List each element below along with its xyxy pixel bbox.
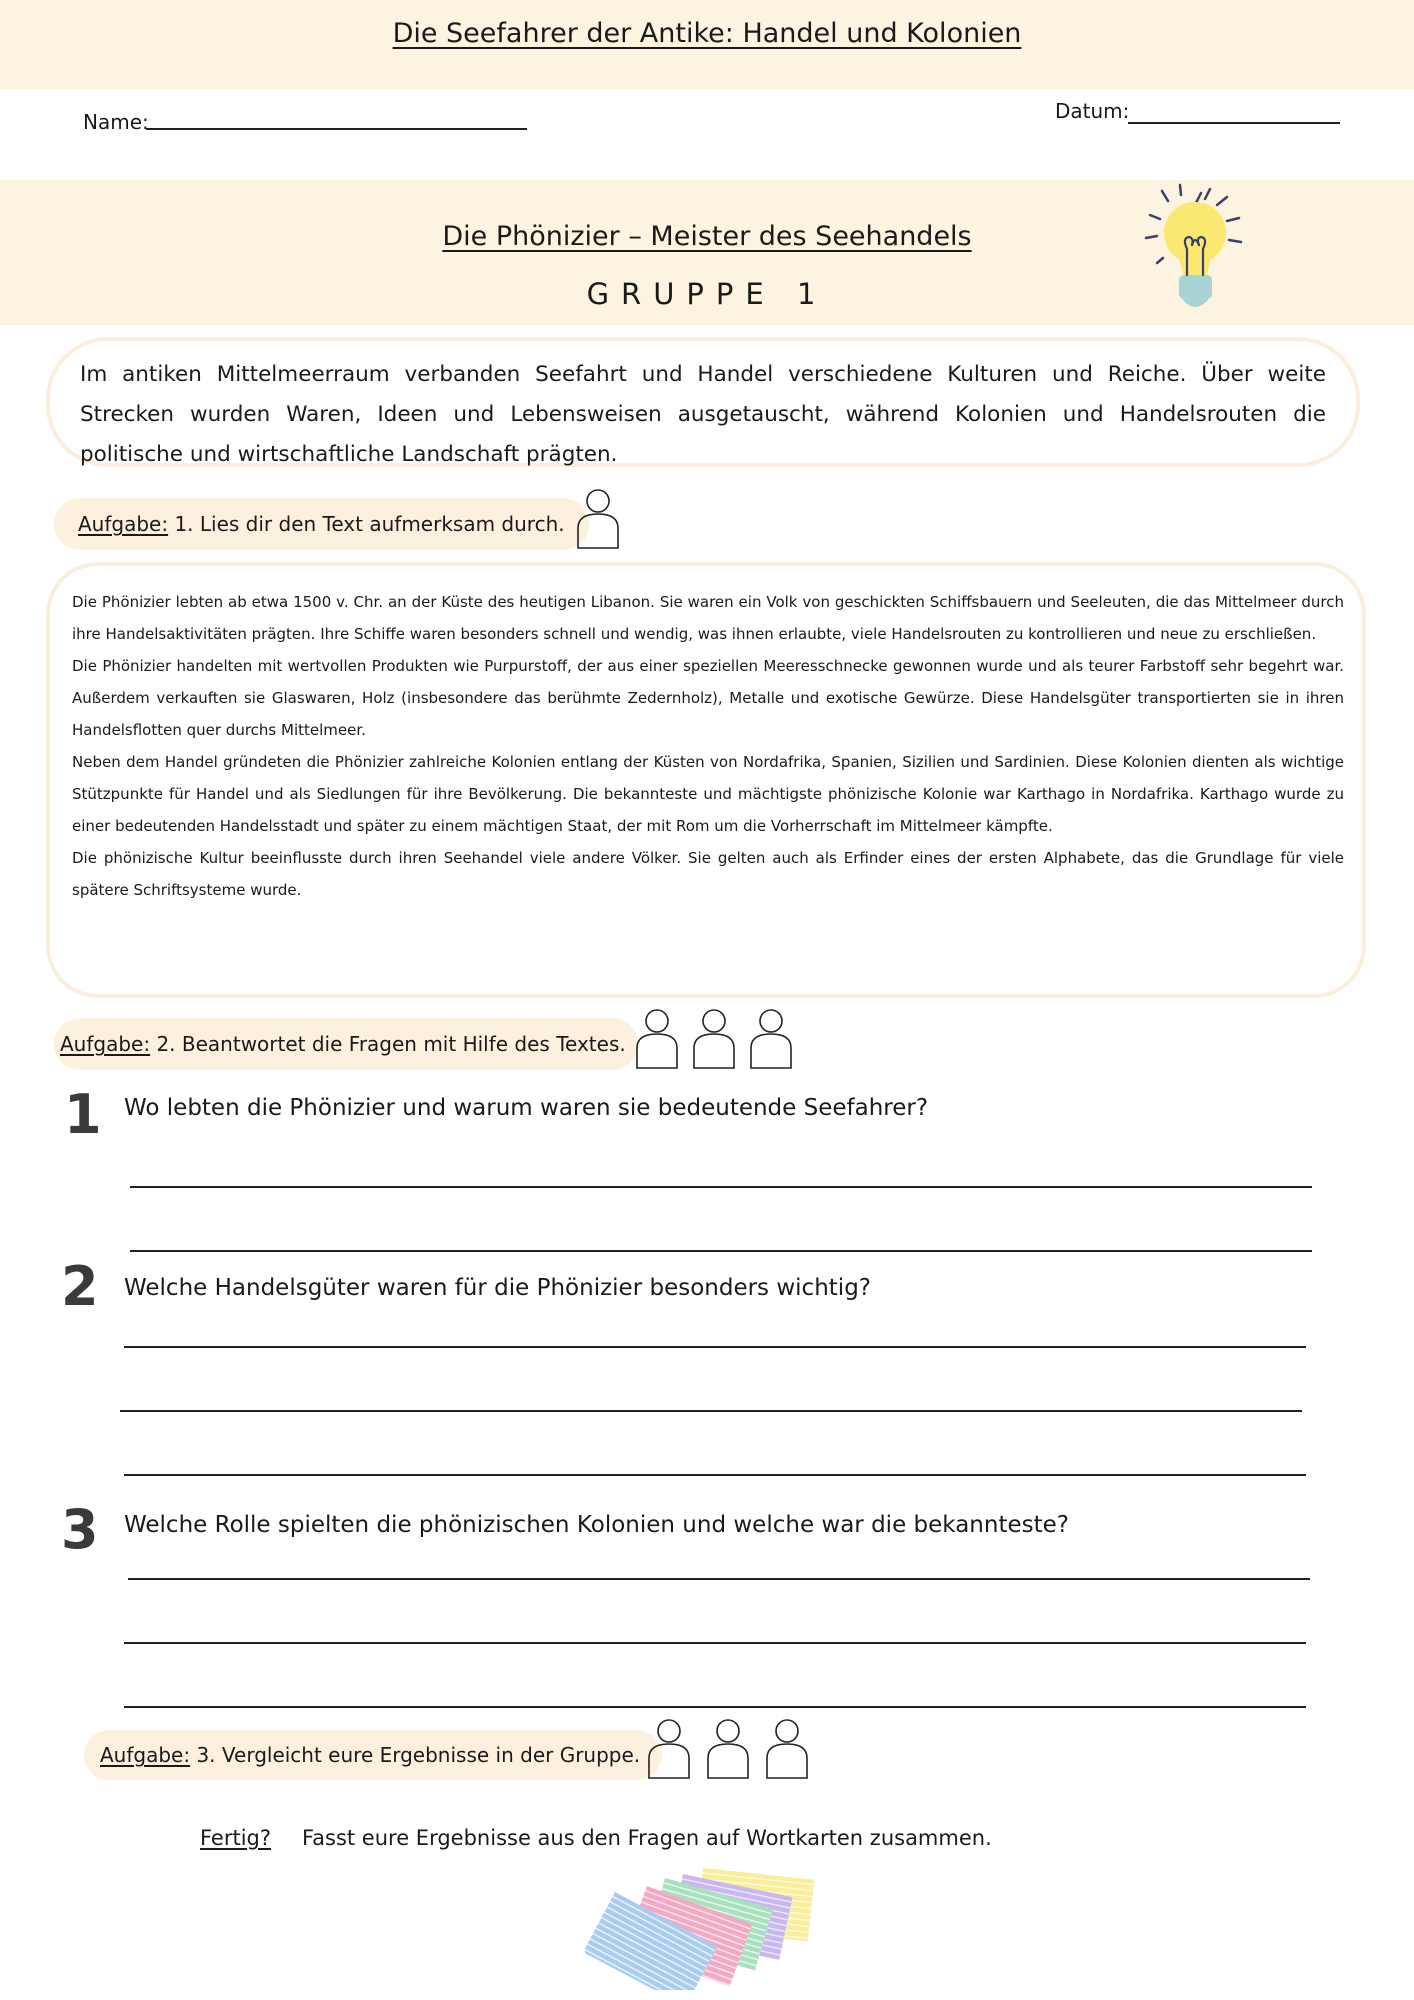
question-2-number: 2 bbox=[61, 1255, 99, 1318]
person-icon bbox=[763, 1718, 811, 1782]
worksheet-title: Die Seefahrer der Antike: Handel und Kolonien bbox=[392, 18, 1022, 49]
intro-text-box: Im antiken Mittelmeerraum verbanden Seefahrt und Handel verschiedene Kulturen und Reiche. Über weite Strecken wurden Waren, Ideen und Lebensweisen ausgetauscht, während Kolonien und Handelsrouten die politische und wirtschaftliche Landschaft prägten. bbox=[46, 337, 1360, 467]
task-2-pill bbox=[54, 1018, 638, 1070]
answer-line[interactable] bbox=[128, 1578, 1310, 1580]
reading-paragraph-3: Neben dem Handel gründeten die Phönizier zahlreiche Kolonien entlang der Küsten von Nordafrika, Spanien, Sizilien und Sardinien. Diese Kolonien dienten als wichtige Stützpunkte für Handel und als Siedlungen für ihre Bevölkerung. Die bekannteste und mächtigste phönizische Kolonie war Karthago in Nordafrika. Karthago wurde zu einer bedeutenden Handelsstadt und später zu einem mächtigen Staat, der mit Rom um die Vorherrschaft im Mittelmeer kämpfte. bbox=[72, 753, 1344, 835]
task-3-key: Aufgabe: bbox=[100, 1743, 191, 1767]
section-title: Die Phönizier – Meister des Seehandels bbox=[442, 221, 972, 252]
task-2-text: 2. Beantwortet die Fragen mit Hilfe des Textes. bbox=[150, 1032, 626, 1056]
task-1-key: Aufgabe: bbox=[78, 512, 169, 536]
question-3-text: Welche Rolle spielten die phönizischen Kolonien und welche war die bekannteste? bbox=[124, 1512, 1069, 1538]
answer-line[interactable] bbox=[130, 1186, 1312, 1188]
task-1-text: 1. Lies dir den Text aufmerksam durch. bbox=[168, 512, 565, 536]
reading-paragraph-4: Die phönizische Kultur beeinflusste durch ihren Seehandel viele andere Völker. Sie gelten auch als Erfinder eines der ersten Alphabete, das die Grundlage für viele spätere Schriftsysteme wurde. bbox=[72, 849, 1344, 899]
lightbulb-icon bbox=[1135, 183, 1255, 323]
name-field[interactable] bbox=[146, 128, 527, 130]
person-icon bbox=[704, 1718, 752, 1782]
person-icon bbox=[645, 1718, 693, 1782]
date-label: Datum: bbox=[1055, 99, 1130, 123]
group-icons-task-3 bbox=[645, 1718, 811, 1786]
person-icon bbox=[633, 1008, 681, 1072]
person-icon bbox=[747, 1008, 795, 1072]
group-title: GRUPPE 1 bbox=[586, 277, 828, 311]
finish-label: Fertig? bbox=[200, 1826, 272, 1850]
answer-line[interactable] bbox=[124, 1346, 1306, 1348]
question-2-text: Welche Handelsgüter waren für die Phönizier besonders wichtig? bbox=[124, 1275, 871, 1301]
answer-line[interactable] bbox=[130, 1250, 1312, 1252]
finish-text: Fasst eure Ergebnisse aus den Fragen auf Wortkarten zusammen. bbox=[302, 1826, 992, 1850]
task-3-pill bbox=[84, 1730, 662, 1780]
group-icons-task-2 bbox=[633, 1008, 795, 1076]
reading-paragraph-2: Die Phönizier handelten mit wertvollen Produkten wie Purpurstoff, der aus einer speziellen Meeresschnecke gewonnen wurde und als teurer Farbstoff sehr begehrt war. Außerdem verkauften sie Glaswaren, Holz (insbesondere das berühmte Zedernholz), Metalle und exotische Gewürze. Diese Handelsgüter transportierten sie in ihren Handelsflotten quer durchs Mittelmeer. bbox=[72, 657, 1344, 739]
reading-text-box bbox=[46, 562, 1366, 998]
answer-line[interactable] bbox=[124, 1642, 1306, 1644]
reading-paragraph-1: Die Phönizier lebten ab etwa 1500 v. Chr. an der Küste des heutigen Libanon. Sie waren ein Volk von geschickten Schiffsbauern und Seeleuten, die das Mittelmeer durch ihre Handelsaktivitäten prägten. Ihre Schiffe waren besonders schnell und wendig, was ihnen erlaubte, viele Handelsrouten zu kontrollieren und neue zu erschließen. bbox=[72, 593, 1344, 643]
task-3-text: 3. Vergleicht eure Ergebnisse in der Gruppe. bbox=[190, 1743, 641, 1767]
task-1-pill bbox=[54, 498, 589, 550]
answer-line[interactable] bbox=[120, 1410, 1302, 1412]
name-label: Name: bbox=[83, 110, 149, 134]
task-2-key: Aufgabe: bbox=[60, 1032, 151, 1056]
word-cards-icon bbox=[585, 1860, 825, 1990]
question-3-number: 3 bbox=[61, 1498, 99, 1561]
question-1-text: Wo lebten die Phönizier und warum waren sie bedeutende Seefahrer? bbox=[124, 1095, 929, 1121]
question-1-number: 1 bbox=[64, 1083, 102, 1146]
answer-line[interactable] bbox=[124, 1706, 1306, 1708]
date-field[interactable] bbox=[1128, 122, 1340, 124]
person-icon bbox=[574, 488, 622, 552]
answer-line[interactable] bbox=[124, 1474, 1306, 1476]
person-icon bbox=[690, 1008, 738, 1072]
